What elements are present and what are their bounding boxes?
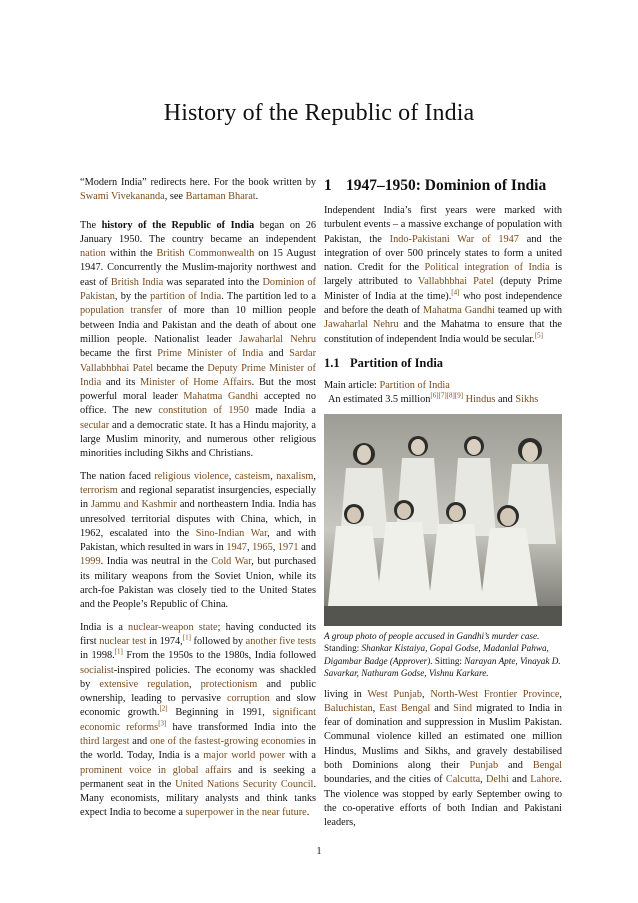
link-political-integration[interactable]: Political integration of India xyxy=(424,262,550,274)
link-sino-indian-war[interactable]: Sino-Indian War xyxy=(195,527,268,539)
link-fastest-growing[interactable]: one of the fastest-growing economies xyxy=(149,735,306,747)
link-extensive-regulation[interactable]: extensive regulation xyxy=(99,678,190,690)
right-column xyxy=(324,176,562,839)
link-main-partition[interactable]: Partition of India xyxy=(379,379,450,391)
link-nation[interactable]: nation xyxy=(80,248,106,260)
link-mahatma-gandhi[interactable]: Mahatma Gandhi xyxy=(183,391,259,403)
link-socialist[interactable]: socialist xyxy=(80,664,114,676)
link-nuclear-weapon-state[interactable]: nuclear-weapon state xyxy=(128,621,218,633)
main-article-note: Main article: Partition of India xyxy=(324,379,450,391)
intro-paragraph: The history of the Republic of India began on 26 January 1950. The country became an independent nation within the British Commonwealth on 15 August 1947. Concurrently the Muslim-majority northwest and east of British India was separated into the Dominion of Pakistan, by the partition of India. The partition led to a population transfer of more than 10 million people between India and Pakistan and the death of about one million people. Nationalist leader Jawaharlal Nehru became the first Prime Minister of India and Sardar Vallabhbhai Patel became the Deputy Prime Minister of India and its Minister of Home Affairs. But the most powerful moral leader Mahatma Gandhi accepted no office. The new constitution of 1950 made India a secular and a democratic state. It has a Hindu majority, a large Muslim minority, and numerous other religious minorities including Sikhs and Christians. xyxy=(80,219,317,460)
link-west-punjab[interactable]: West Punjab xyxy=(367,688,423,700)
page-title: History of the Republic of India xyxy=(163,100,475,126)
photo-image xyxy=(324,414,562,626)
left-column xyxy=(80,176,316,829)
link-calcutta[interactable]: Calcutta xyxy=(445,774,481,786)
link-constitution[interactable]: constitution of 1950 xyxy=(158,405,249,417)
link-dominion-of-pakistan[interactable]: Dominion of Pakistan xyxy=(80,276,316,303)
ref-1b[interactable]: [1] xyxy=(114,647,123,656)
link-another-five-tests[interactable]: another five tests xyxy=(245,635,317,647)
link-deputy-prime-minister[interactable]: Deputy Prime Minister of India xyxy=(80,362,316,388)
link-nuclear-test[interactable]: nuclear test xyxy=(99,635,147,647)
ref-2[interactable]: [2] xyxy=(159,704,168,713)
link-superpower[interactable]: superpower in the near future xyxy=(185,807,307,819)
page-number: 1 xyxy=(316,846,322,857)
link-indo-pak-war-1947[interactable]: Indo-Pakistani War of 1947 xyxy=(389,233,519,245)
dominion-paragraph: Independent India’s first years were marked with turbulent events – a massive exchange of population with Pakistan, the Indo-Pakistani War of 1947 and the integration of over 500 princely states to form a united nation. Credit for the Political integration of India is largely attributed to Vallabhbhai Patel (deputy Prime Minister of India at the time).[4] who post independence and before the death of Mahatma Gandhi teamed up with Jawaharlal Nehru and the Mahatma to ensure that the constitution of independent India would be secular.[5] xyxy=(324,205,562,345)
link-sind[interactable]: Sind xyxy=(453,702,473,714)
ref-1a[interactable]: [1] xyxy=(182,633,191,642)
link-bengal[interactable]: Bengal xyxy=(532,760,563,772)
link-lahore[interactable]: Lahore xyxy=(530,774,560,786)
link-third-largest[interactable]: third largest xyxy=(80,735,130,747)
link-corruption[interactable]: corruption xyxy=(226,693,270,705)
link-war-1947[interactable]: 1947 xyxy=(226,542,247,554)
link-baluchistan[interactable]: Baluchistan xyxy=(324,702,373,714)
link-war-1971[interactable]: 1971 xyxy=(277,542,299,554)
link-sardar-patel[interactable]: Sardar Vallabhbhai Patel xyxy=(80,348,317,374)
migration-paragraph: living in West Punjab, North-West Frontier Province, Baluchistan, East Bengal and Sind migrated to India in fear of domination and suppression in Muslim Pakistan. Communal violence killed an estimated one million Hindus, Muslims and Sikhs, and gravely destabilised both Dominions along their Punjab and Bengal boundaries, and the cities of Calcutta, Delhi and Lahore. The violence was stopped by early September owing to the co-operative efforts of both Indian and Pakistani leaders, xyxy=(324,688,563,829)
link-swami-vivekananda[interactable]: Swami Vivekananda xyxy=(80,191,165,203)
ref-3[interactable]: [3] xyxy=(158,719,167,728)
link-jammu-kashmir[interactable]: Jammu and Kashmir xyxy=(90,499,177,511)
link-partition-of-india[interactable]: partition of India xyxy=(150,291,222,303)
subsection-heading-partition: 1.1 Partition of India xyxy=(324,355,444,370)
link-jawaharlal-nehru[interactable]: Jawaharlal Nehru xyxy=(239,333,316,345)
link-vallabhbhai-patel[interactable]: Vallabhbhai Patel xyxy=(417,276,494,288)
link-terrorism[interactable]: terrorism xyxy=(80,484,118,496)
link-casteism[interactable]: casteism xyxy=(234,470,271,482)
link-punjab[interactable]: Punjab xyxy=(469,760,499,772)
hatnote: “Modern India” redirects here. For the book written by Swami Vivekananda, see Bartaman Bharat. xyxy=(80,177,316,203)
link-prime-minister[interactable]: Prime Minister of India xyxy=(157,348,264,360)
link-major-world-power[interactable]: major world power xyxy=(203,750,286,762)
link-war-1965[interactable]: 1965 xyxy=(252,542,273,554)
link-economic-reforms[interactable]: significant economic reforms xyxy=(80,707,316,733)
link-unsc[interactable]: United Nations Security Council xyxy=(175,778,314,790)
link-east-bengal[interactable]: East Bengal xyxy=(379,702,431,714)
link-population-transfer[interactable]: population transfer xyxy=(80,305,162,317)
link-home-affairs[interactable]: Minister of Home Affairs xyxy=(140,376,252,388)
group-photo xyxy=(324,414,562,626)
photo-caption: A group photo of people accused in Gandhi’s murder case. Standing: Shankar Kistaiya, Gopal Godse, Madanlal Pahwa, Digambar Badge (Approver). Sitting: Narayan Apte, Vinayak D. Savarkar, Nathuram Godse, Vishnu Karkare. xyxy=(324,630,561,679)
link-british-commonwealth[interactable]: British Commonwealth xyxy=(156,248,255,260)
link-secular[interactable]: secular xyxy=(80,419,110,431)
ref-6-9[interactable]: [6][7][8][9] xyxy=(430,391,464,400)
partition-lead: An estimated 3.5 million[6][7][8][9] Hindus and Sikhs xyxy=(328,391,539,406)
conflict-paragraph: The nation faced religious violence, casteism, naxalism, terrorism and regional separatist insurgencies, especially in Jammu and Kashmir and northeastern India. India has unresolved territorial disputes with China, which, in 1962, escalated into the Sino-Indian War, and with Pakistan, which resulted in wars in 1947, 1965, 1971 and 1999. India was neutral in the Cold War, but purchased its military weapons from the Soviet Union, while its arch-foe Pakistan was closely tied to the United States and the People’s Republic of China. xyxy=(80,470,316,611)
link-religious-violence[interactable]: religious violence xyxy=(154,470,229,482)
link-sikhs[interactable]: Sikhs xyxy=(515,394,539,406)
link-mahatma-gandhi-2[interactable]: Mahatma Gandhi xyxy=(422,305,496,317)
link-naxalism[interactable]: naxalism xyxy=(276,470,314,482)
link-cold-war[interactable]: Cold War xyxy=(211,556,252,568)
link-nwfp[interactable]: North-West Frontier Province xyxy=(430,688,560,700)
link-bartaman-bharat[interactable]: Bartaman Bharat xyxy=(185,191,256,203)
economy-paragraph: India is a nuclear-weapon state; having conducted its first nuclear test in 1974,[1] followed by another five tests in 1998.[1] From the 1950s to the 1980s, India followed socialist-inspired policies. The economy was shackled by extensive regulation, protectionism and public ownership, leading to pervasive corruption and slow economic growth.[2] Beginning in 1991, significant economic reforms[3] have transformed India into the third largest and one of the fastest-growing economies in the world. Today, India is a major world power with a prominent voice in global affairs and is seeking a permanent seat in the United Nations Security Council. Many economists, military analysts and think tanks expect India to become a superpower in the near future. xyxy=(80,621,317,819)
section-heading-dominion: 1 1947–1950: Dominion of India xyxy=(324,177,547,194)
link-war-1999[interactable]: 1999 xyxy=(80,556,101,568)
ref-5[interactable]: [5] xyxy=(534,331,543,340)
link-jawaharlal-nehru-2[interactable]: Jawaharlal Nehru xyxy=(324,319,399,331)
link-protectionism[interactable]: protectionism xyxy=(200,678,258,690)
link-hindus[interactable]: Hindus xyxy=(465,394,496,406)
link-british-india[interactable]: British India xyxy=(110,276,164,288)
link-prominent-voice[interactable]: prominent voice in global affairs xyxy=(80,764,232,776)
link-delhi[interactable]: Delhi xyxy=(485,774,509,786)
ref-4[interactable]: [4] xyxy=(451,288,460,297)
